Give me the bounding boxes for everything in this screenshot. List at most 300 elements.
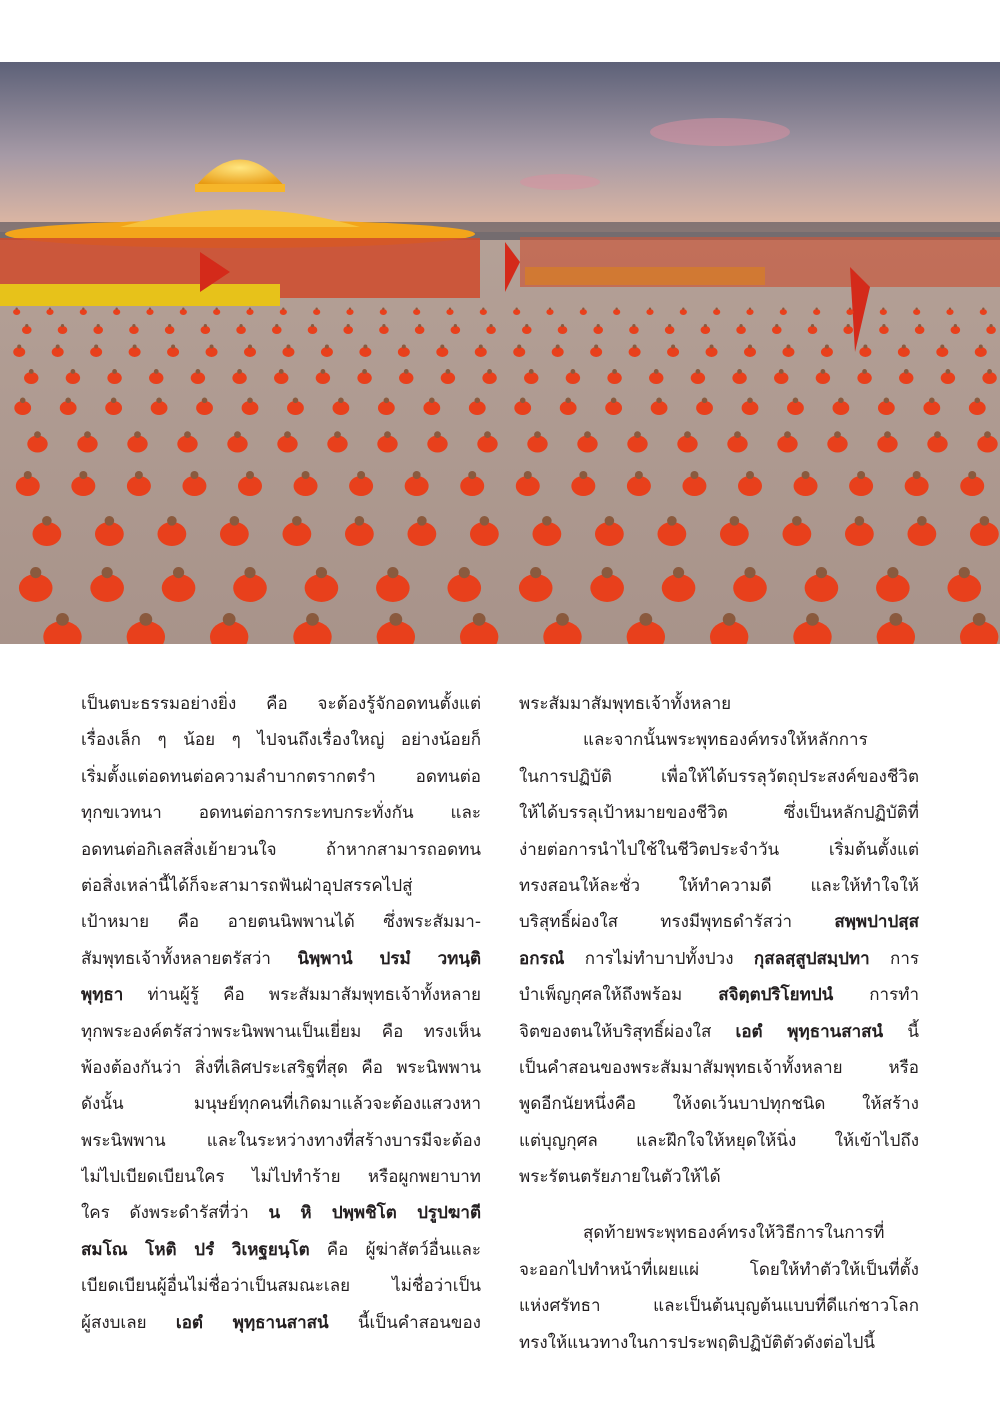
ceremony-photo bbox=[0, 62, 1000, 644]
text-segment: แต่บุญกุศล และฝึกใจให้หยุดให้นิ่ง ให้เข้าไปถึง bbox=[519, 1130, 919, 1151]
monk-head bbox=[782, 308, 784, 310]
monk-head bbox=[671, 345, 675, 349]
text-line bbox=[81, 1232, 481, 1268]
monk-head bbox=[929, 398, 935, 404]
monk bbox=[522, 326, 532, 334]
monk-head bbox=[24, 471, 32, 479]
monk bbox=[651, 401, 668, 415]
monk-head bbox=[474, 398, 480, 404]
text-segment: ไม่ไปเบียดเบียนใคร ไม่ไปทำร้าย หรือผูกพยาบาท bbox=[81, 1167, 481, 1188]
monk-head bbox=[454, 324, 457, 327]
text-line bbox=[81, 832, 481, 868]
monk-head bbox=[325, 345, 329, 349]
monk-head bbox=[362, 369, 367, 374]
monk-head bbox=[524, 471, 532, 479]
monk-head bbox=[355, 516, 365, 526]
monk-head bbox=[594, 345, 598, 349]
monk-head bbox=[239, 324, 242, 327]
monk bbox=[560, 401, 577, 415]
monk-head bbox=[316, 567, 327, 578]
text-segment: ใคร ดังพระดำรัสที่ว่า bbox=[81, 1203, 269, 1224]
monk-head bbox=[149, 308, 151, 310]
monk-head bbox=[915, 308, 917, 310]
text-segment: ท่านผู้รู้ คือ พระสัมมาสัมพุทธเจ้าทั้งหลาย bbox=[123, 985, 481, 1006]
monk-head bbox=[30, 567, 41, 578]
monk bbox=[308, 326, 318, 334]
monk-head bbox=[696, 369, 701, 374]
monk-head bbox=[417, 516, 427, 526]
monk bbox=[333, 401, 350, 415]
monk-head bbox=[311, 324, 314, 327]
monk-head bbox=[156, 398, 162, 404]
monk-head bbox=[949, 308, 951, 310]
monk bbox=[58, 326, 68, 334]
monk-head bbox=[806, 613, 819, 626]
monk-head bbox=[446, 369, 451, 374]
monk-head bbox=[29, 369, 34, 374]
monk-head bbox=[739, 324, 742, 327]
monk-head bbox=[139, 613, 152, 626]
text-line bbox=[519, 868, 919, 904]
text-line bbox=[519, 832, 919, 868]
monk bbox=[162, 574, 196, 602]
monk-head bbox=[111, 398, 117, 404]
monk-head bbox=[984, 431, 991, 438]
monk-head bbox=[84, 431, 91, 438]
text-line bbox=[519, 941, 919, 977]
monk-head bbox=[282, 308, 284, 310]
monk bbox=[629, 326, 639, 334]
text-line bbox=[81, 1195, 481, 1231]
monk-head bbox=[480, 516, 490, 526]
text-segment: ทุกขเวทนา อดทนต่อการกระทบกระทั่งกัน และ bbox=[81, 803, 481, 824]
monk-head bbox=[549, 308, 551, 310]
text-line bbox=[81, 722, 481, 758]
monk-head bbox=[749, 308, 751, 310]
monk-head bbox=[918, 324, 921, 327]
monk bbox=[196, 401, 213, 415]
monk-head bbox=[980, 516, 990, 526]
monk-head bbox=[973, 613, 986, 626]
monk-head bbox=[715, 308, 717, 310]
monk-head bbox=[744, 567, 755, 578]
monk-head bbox=[940, 345, 944, 349]
monk-head bbox=[517, 345, 521, 349]
text-line bbox=[519, 1159, 919, 1195]
monk-head bbox=[237, 369, 242, 374]
text-segment: เป็นตบะธรรมอย่างยิ่ง คือ จะต้องรู้จักอดทนตั้งแต่ bbox=[81, 694, 481, 714]
monk bbox=[287, 401, 304, 415]
monk-head bbox=[525, 324, 528, 327]
monk-head bbox=[279, 369, 284, 374]
monk-head bbox=[863, 345, 867, 349]
monk-head bbox=[440, 345, 444, 349]
text-line bbox=[519, 1288, 919, 1324]
monk-head bbox=[786, 345, 790, 349]
monk-head bbox=[482, 308, 484, 310]
pali-quote: น หิ ปพฺพชิโต ปรูปฆาตี bbox=[268, 1203, 481, 1224]
monk-head bbox=[556, 613, 569, 626]
monk-head bbox=[634, 431, 641, 438]
monk-head bbox=[468, 471, 476, 479]
monk-head bbox=[210, 345, 214, 349]
text-segment: สุดท้ายพระพุทธองค์ทรงให้วิธีการในการที่ bbox=[583, 1223, 885, 1244]
paragraph-gap bbox=[519, 1195, 919, 1215]
monk-head bbox=[449, 308, 451, 310]
text-segment: ผู้สงบเลย bbox=[81, 1312, 176, 1333]
monk-head bbox=[649, 308, 651, 310]
monk-head bbox=[357, 471, 365, 479]
monk-head bbox=[459, 567, 470, 578]
monk-head bbox=[246, 471, 254, 479]
monk-head bbox=[887, 567, 898, 578]
text-line bbox=[519, 1252, 919, 1288]
monk bbox=[947, 574, 981, 602]
monk bbox=[22, 326, 32, 334]
monk bbox=[593, 326, 603, 334]
monk-head bbox=[484, 431, 491, 438]
monk-head bbox=[612, 369, 617, 374]
text-segment: ทุกพระองค์ตรัสว่าพระนิพพานเป็นเยี่ยม คือ ทรงเห็น bbox=[81, 1021, 481, 1042]
monk-head bbox=[168, 324, 171, 327]
text-segment: ง่ายต่อการนำไปใช้ในชีวิตประจำวัน เริ่มต้นตั้งแต่ bbox=[519, 839, 919, 860]
monk-head bbox=[959, 567, 970, 578]
text-segment: พระนิพพาน และในระหว่างทางที่สร้างบารมีจะต้อง bbox=[81, 1130, 481, 1151]
text-line bbox=[81, 1014, 481, 1050]
monk-head bbox=[487, 369, 492, 374]
text-line bbox=[81, 686, 481, 722]
text-line bbox=[81, 1159, 481, 1195]
monk bbox=[843, 326, 853, 334]
monk-head bbox=[792, 516, 802, 526]
text-segment: คือ ผู้ฆ่าสัตว์อื่นและ bbox=[309, 1239, 481, 1260]
text-segment: จะออกไปทำหน้าที่เผยแผ่ โดยให้ทำตัวให้เป็นที่ตั้ง bbox=[519, 1259, 919, 1280]
text-segment: ทรงให้แนวทางในการประพฤติปฏิบัติตัวดังต่อไปนี้ bbox=[519, 1332, 875, 1353]
monk bbox=[165, 326, 175, 334]
monk bbox=[305, 574, 339, 602]
monk bbox=[60, 401, 77, 415]
text-segment: การไม่ทำบาปทั้งปวง bbox=[564, 948, 754, 969]
monk-head bbox=[849, 308, 851, 310]
monk-head bbox=[382, 324, 385, 327]
monk bbox=[447, 574, 481, 602]
monk-head bbox=[25, 324, 28, 327]
text-segment: เบียดเบียนผู้อื่นไม่ชื่อว่าเป็นสมณะเลย ไม่ชื่อว่าเป็น bbox=[81, 1276, 481, 1297]
text-segment: เริ่มตั้งแต่อดทนต่อความลำบากตรากตรำ อดทนต่อ bbox=[81, 766, 481, 787]
monk-head bbox=[597, 324, 600, 327]
monk-head bbox=[821, 369, 826, 374]
monk bbox=[833, 401, 850, 415]
monk-head bbox=[917, 516, 927, 526]
monk-head bbox=[748, 345, 752, 349]
monk-head bbox=[584, 431, 591, 438]
monk-head bbox=[384, 431, 391, 438]
monk-head bbox=[15, 308, 17, 310]
monk bbox=[376, 574, 410, 602]
monk-head bbox=[275, 324, 278, 327]
monk bbox=[696, 401, 713, 415]
monk-head bbox=[534, 431, 541, 438]
text-line bbox=[519, 795, 919, 831]
text-segment: นี้เป็นคำสอนของ bbox=[328, 1312, 481, 1333]
monk bbox=[469, 401, 486, 415]
monk bbox=[665, 326, 675, 334]
monk-head bbox=[292, 516, 302, 526]
monk-head bbox=[234, 431, 241, 438]
monk bbox=[343, 326, 353, 334]
monk-head bbox=[223, 613, 236, 626]
monk-head bbox=[489, 324, 492, 327]
monk-head bbox=[247, 398, 253, 404]
text-line bbox=[81, 941, 481, 977]
monk-head bbox=[582, 308, 584, 310]
text-line bbox=[81, 795, 481, 831]
monk-head bbox=[17, 345, 21, 349]
text-line bbox=[519, 1086, 919, 1122]
monk-head bbox=[811, 324, 814, 327]
monk bbox=[379, 326, 389, 334]
pali-quote: สมโณ โหติ ปรํ วิเหฐยนฺโต bbox=[81, 1239, 310, 1260]
text-segment: ในการปฏิบัติ เพื่อให้ได้บรรลุวัตถุประสงค์ของชีวิต bbox=[519, 766, 919, 787]
text-segment: ดังนั้น มนุษย์ทุกคนที่เกิดมาแล้วจะต้องแสวงหา bbox=[81, 1094, 481, 1115]
monk-head bbox=[248, 345, 252, 349]
monk-head bbox=[815, 308, 817, 310]
monk-head bbox=[429, 398, 435, 404]
monk bbox=[19, 574, 53, 602]
monk bbox=[451, 326, 461, 334]
monk bbox=[742, 401, 759, 415]
text-line bbox=[81, 904, 481, 940]
monk-head bbox=[473, 613, 486, 626]
monk-head bbox=[167, 516, 177, 526]
monk-head bbox=[673, 567, 684, 578]
text-line bbox=[519, 977, 919, 1013]
monk bbox=[242, 401, 259, 415]
monk-head bbox=[734, 431, 741, 438]
text-segment: พระรัตนตรัยภายในตัวให้ได้ bbox=[519, 1167, 721, 1188]
text-line bbox=[519, 1050, 919, 1086]
text-line bbox=[519, 686, 919, 722]
monk bbox=[151, 401, 168, 415]
pali-quote: เอตํ พุทฺธานสาสนํ bbox=[735, 1021, 884, 1042]
monk-head bbox=[968, 471, 976, 479]
monk bbox=[772, 326, 782, 334]
monk-head bbox=[982, 308, 984, 310]
monk bbox=[590, 574, 624, 602]
monk-head bbox=[56, 345, 60, 349]
monk-head bbox=[244, 567, 255, 578]
monk-head bbox=[173, 567, 184, 578]
monk-head bbox=[855, 516, 865, 526]
monk-head bbox=[79, 471, 87, 479]
monk-head bbox=[847, 324, 850, 327]
monk-head bbox=[889, 613, 902, 626]
text-line bbox=[81, 1050, 481, 1086]
monk-head bbox=[702, 398, 708, 404]
monk-head bbox=[838, 398, 844, 404]
monk-head bbox=[529, 369, 534, 374]
monk-head bbox=[413, 471, 421, 479]
monk bbox=[923, 401, 940, 415]
monk-head bbox=[667, 516, 677, 526]
monk-head bbox=[154, 369, 159, 374]
monk-head bbox=[668, 324, 671, 327]
monk bbox=[969, 401, 986, 415]
monk bbox=[951, 326, 961, 334]
monk-head bbox=[684, 431, 691, 438]
text-line bbox=[519, 1014, 919, 1050]
monk bbox=[236, 326, 246, 334]
monk-head bbox=[434, 431, 441, 438]
monk-head bbox=[979, 345, 983, 349]
monk-head bbox=[56, 613, 69, 626]
monk-head bbox=[690, 471, 698, 479]
monk bbox=[90, 574, 124, 602]
monk-head bbox=[135, 471, 143, 479]
pali-quote: สจิตฺตปริโยทปนํ bbox=[718, 985, 834, 1006]
monk-head bbox=[565, 398, 571, 404]
monk bbox=[423, 401, 440, 415]
text-line bbox=[519, 1215, 919, 1251]
text-line bbox=[81, 1123, 481, 1159]
monk-head bbox=[579, 471, 587, 479]
text-segment: ทรงสอนให้ละชั่ว ให้ทำความดี และให้ทำใจให้ bbox=[519, 875, 919, 896]
monk-head bbox=[334, 431, 341, 438]
monk bbox=[129, 326, 139, 334]
monk-head bbox=[561, 324, 564, 327]
text-line bbox=[519, 904, 919, 940]
monk bbox=[733, 574, 767, 602]
monk-head bbox=[639, 613, 652, 626]
monk-head bbox=[802, 471, 810, 479]
monk-head bbox=[105, 516, 115, 526]
monk-head bbox=[97, 324, 100, 327]
monk-head bbox=[315, 308, 317, 310]
monk-head bbox=[542, 516, 552, 526]
monk bbox=[915, 326, 925, 334]
text-segment: ต่อสิ่งเหล่านี้ได้ก็จะสามารถฟันฝ่าอุปสรรคไปสู่ bbox=[81, 875, 413, 896]
monk bbox=[805, 574, 839, 602]
monk-head bbox=[747, 398, 753, 404]
monk-head bbox=[321, 369, 326, 374]
monk-head bbox=[793, 398, 799, 404]
monk bbox=[701, 326, 711, 334]
monk-head bbox=[987, 369, 992, 374]
monk-head bbox=[49, 308, 51, 310]
monk bbox=[378, 401, 395, 415]
monk-head bbox=[347, 324, 350, 327]
text-line bbox=[519, 1123, 919, 1159]
monk-head bbox=[418, 324, 421, 327]
monk bbox=[662, 574, 696, 602]
monk-head bbox=[249, 308, 251, 310]
text-segment: สัมพุทธเจ้าทั้งหลายตรัสว่า bbox=[81, 948, 298, 969]
monk-head bbox=[611, 398, 617, 404]
text-segment: แห่งศรัทธา และเป็นต้นบุญต้นแบบที่ดีแก่ชาวโลก bbox=[519, 1296, 919, 1317]
monk-head bbox=[65, 398, 71, 404]
monk-head bbox=[284, 431, 291, 438]
monk bbox=[14, 401, 31, 415]
text-line bbox=[519, 759, 919, 795]
monk-head bbox=[862, 369, 867, 374]
monk-head bbox=[479, 345, 483, 349]
monk-head bbox=[775, 324, 778, 327]
pali-quote: นิพฺพานํ ปรมํ วทนฺติ bbox=[297, 948, 481, 969]
monk-head bbox=[654, 369, 659, 374]
monk-head bbox=[520, 398, 526, 404]
monk-head bbox=[61, 324, 64, 327]
text-segment: นี้ bbox=[883, 1021, 919, 1042]
monk-head bbox=[415, 308, 417, 310]
monk-head bbox=[389, 613, 402, 626]
text-line bbox=[81, 868, 481, 904]
monk-head bbox=[730, 516, 740, 526]
monk-head bbox=[402, 345, 406, 349]
text-line bbox=[81, 977, 481, 1013]
text-line bbox=[81, 1086, 481, 1122]
monk-head bbox=[974, 398, 980, 404]
monk-head bbox=[635, 471, 643, 479]
monk-head bbox=[913, 471, 921, 479]
monk bbox=[272, 326, 282, 334]
monk-head bbox=[946, 369, 951, 374]
text-line bbox=[81, 1268, 481, 1304]
monk-head bbox=[387, 567, 398, 578]
monk-head bbox=[656, 398, 662, 404]
monk-head bbox=[82, 308, 84, 310]
monk-head bbox=[42, 516, 52, 526]
text-segment: เป้าหมาย คือ อายตนนิพพานได้ ซึ่งพระสัมมา- bbox=[81, 912, 481, 933]
monk-head bbox=[34, 431, 41, 438]
monk-head bbox=[882, 324, 885, 327]
monk-head bbox=[784, 431, 791, 438]
monk-head bbox=[171, 345, 175, 349]
monk-head bbox=[602, 567, 613, 578]
monk-head bbox=[94, 345, 98, 349]
pali-quote: สพฺพปาปสฺส bbox=[834, 912, 919, 933]
monk-head bbox=[134, 431, 141, 438]
monk-head bbox=[884, 431, 891, 438]
monk-head bbox=[293, 398, 299, 404]
monk-head bbox=[825, 345, 829, 349]
text-line bbox=[519, 1325, 919, 1361]
monk-head bbox=[404, 369, 409, 374]
monk-head bbox=[338, 398, 344, 404]
monk-head bbox=[884, 398, 890, 404]
monk bbox=[415, 326, 425, 334]
text-segment: ให้ได้บรรลุเป้าหมายของชีวิต ซึ่งเป็นหลักปฏิบัติที่ bbox=[519, 803, 919, 824]
monk-head bbox=[349, 308, 351, 310]
monk-head bbox=[115, 308, 117, 310]
monk-head bbox=[204, 324, 207, 327]
monk-head bbox=[902, 345, 906, 349]
pali-quote: พุทฺธา bbox=[81, 985, 124, 1006]
monk-head bbox=[615, 308, 617, 310]
monk-head bbox=[704, 324, 707, 327]
text-segment: พ้องต้องกันว่า สิ่งที่เลิศประเสริฐที่สุด คือ พระนิพพาน bbox=[81, 1057, 481, 1078]
monk-head bbox=[779, 369, 784, 374]
monk-head bbox=[723, 613, 736, 626]
monk-head bbox=[571, 369, 576, 374]
monk-head bbox=[530, 567, 541, 578]
text-segment: เป็นคำสอนของพระสัมมาสัมพุทธเจ้าทั้งหลาย หรือ bbox=[519, 1057, 919, 1078]
monk-head bbox=[989, 324, 992, 327]
monk-head bbox=[682, 308, 684, 310]
text-segment: การ bbox=[869, 948, 919, 969]
monk-head bbox=[515, 308, 517, 310]
text-segment: พูดอีกนัยหนึ่งคือ ให้งดเว้นบาปทุกชนิด ให้สร้าง bbox=[519, 1094, 919, 1115]
monk bbox=[486, 326, 496, 334]
